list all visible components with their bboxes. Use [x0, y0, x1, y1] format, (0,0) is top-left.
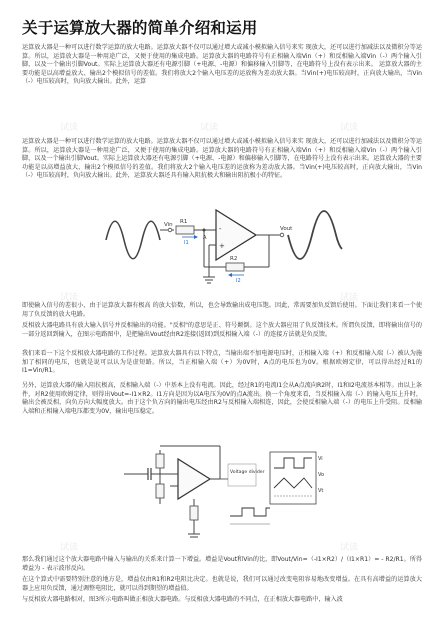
page-title: 关于运算放大器的简单介绍和运用: [22, 19, 258, 37]
watermark-6: 试读: [60, 543, 79, 553]
output-sine-wave: [288, 211, 342, 259]
vo-label: Vo: [318, 472, 325, 478]
vout-terminal: [280, 233, 284, 237]
paragraph-8: 在这个算式中需要特别注意的地方是，增益仅由R1和R2电阻比决定。也就是说，我们可以通过改变电阻容易地改变增益。在具有高增益的运算放大器上应用负反馈，通过调整电阻比，就可以得到期望的增益值。: [22, 576, 422, 592]
paragraph-9: 与反相放大器电路相对，图3所示电路叫做正相放大器电路。与反相放大器电路的不同点，在正相放大器电路中，输入波: [22, 596, 343, 603]
comparator-op-amp: [178, 459, 210, 499]
vi-label: Vi: [318, 456, 323, 462]
figure-inverting-amplifier: [104, 185, 344, 285]
voltage-divider-box: [228, 464, 256, 486]
op-amp-symbol: [216, 210, 256, 260]
paragraph-6: 另外，运算放大器的输入阻抗极高，反相输入端（-）中基本上没有电流。因此，经过R1的电流I1会从A点流向R2时，I1和I2电流基本相等。由以上条件，对R2使用欧姆定律，则得出Vout=-I1×R2。I1方向是因为以A电压为0V的点A流出。换一个角度来看，当反相输入端（-）的输入电压上升时，输出会被反相，向负方向大幅度放大。由于这个负方向的输出电压经由R2与反相输入端相连，因此，会使反相输入端（-）的电压上升受阻。反相输入端和正相输入端电压都变为0V，输出电压稳定。: [22, 382, 422, 415]
voltage-divider-label: Voltage divider: [230, 470, 265, 475]
comparator-diagram: [120, 444, 330, 544]
watermark-2: 试读: [200, 123, 219, 133]
paragraph-2: 运算放大器是一种可以进行数学运算的放大电路。运算放大器不仅可以通过增大或减小模拟输入信号来实 现放大，还可以进行加减法以及微积分等运算。所以，运算放大器是一种用途广泛，又便于使用的集成电路。运算放大器的电路符号有正相输入端Vin（+）和反相输入端Vin（-）两个输入引脚，以及一个输出引脚Vout。实际上运算放大器还有电源引脚（+电源、-电源）和偏移输入引脚等，在电路符号上没有表示出来。运算放大器的主要功能是以高增益放大、输出2个模拟信号的差值。我们将放大2个输入电压差的运放称为差动放大器。当Vin(+)电压较高时，正向放大输出，当Vin（-）电压较高时，负向放大输出。此外，运算放大器还具有输入阻抗极大和输出阻抗极小的特征。: [22, 138, 422, 180]
paragraph-1: 运算放大器是一种可以进行数学运算的放大电路。运算放大器不仅可以通过增大或减小模拟输入信号来实 现放大，还可以进行加减法以及微积分等运算。所以，运算放大器是一种用途广泛，又便于使用的集成电路。运算放大器的电路符号有正相输入端Vin（+）和反相输入端Vin（-）两个输入引脚，以及一个输出引脚Vout。实际上运算放大器还有电源引脚（+电源、-电源）和偏移输入引脚等，在电路符号上没有表示出来。 运算放大器的主要功能是以高增益放大、输出2个模拟信号的差值。我们将放大2个输入电压差的运放称为差动放大器。当Vin(+)电压较高时，正向放大输出，当Vin（-）电压较高时，负向放大输出。此外，运算: [22, 44, 422, 86]
vt-label: Vt: [318, 488, 324, 494]
vin-terminal: [168, 228, 172, 232]
watermark-5: 试读: [340, 293, 359, 303]
input-sine-wave: [106, 221, 160, 259]
resistor-bottom: [156, 484, 164, 498]
node-a-label: A: [203, 235, 207, 241]
watermark-4: 试读: [60, 293, 79, 303]
vin-label: Vin: [164, 222, 173, 228]
watermark-7: 试读: [340, 543, 359, 553]
paragraph-5: 我们来看一下这个反相放大器电路的工作过程。运算放大器具有以下特点，当输出端不加电源电压时，正相输入端（+）和反相输入端（-）被认为施加了相同的电压，也就是说可以认为是虚短路。所以，当正相输入端（+）为0V时，A点的电压也为0V。根据欧姆定律，可以得出经过R1的I1=Vin/R1。: [22, 350, 422, 375]
noninverting-input-sign: +: [219, 242, 225, 250]
feedback-resistor: [190, 506, 198, 520]
watermark-1: 试读: [60, 123, 79, 133]
paragraph-4: 反相放大器电路具有放大输入信号并反相输出的功能。"反相"的意思是正、符号颠倒。这个放大器应用了负反馈技术。所谓负反馈，即将输出信号的一部分返回到输入，在图示电路图中，是把输出Vout经由R2连接(返回)到反相输入端（-）的连接方法就是负反馈。: [22, 322, 422, 338]
resistor-top: [156, 454, 164, 468]
resistor-r1: [176, 226, 194, 234]
r1-label: R1: [180, 219, 188, 225]
watermark-3: 试读: [340, 123, 359, 133]
i2-label: I2: [236, 278, 241, 284]
i1-label: I1: [184, 240, 189, 246]
lower-square-wave: [230, 508, 270, 516]
resistor-r2: [226, 263, 244, 271]
figure-comparator-circuit: [120, 444, 330, 544]
inverting-amplifier-diagram: [104, 185, 344, 285]
inverting-input-sign: -: [219, 225, 222, 233]
r2-label: R2: [230, 256, 238, 262]
paragraph-7: 那么我们通过这个放大器电路中输入与输出的关系来计算一下增益。增益是Vout和Vin的比，即Vout/Vin=（-I1×R2）/（I1×R1）= - R2/R1。所得增益为 - 表示波形反向。: [22, 556, 422, 572]
vout-label: Vout: [280, 226, 293, 232]
paragraph-3: 即使输入信号的差很小，由于运算放大器有极高 的放大倍数，所以，也会导致输出成电压饱。因此，常需要加负反馈后使用。下面让我们来看一个使用了负反馈的放大电路。: [22, 302, 422, 318]
